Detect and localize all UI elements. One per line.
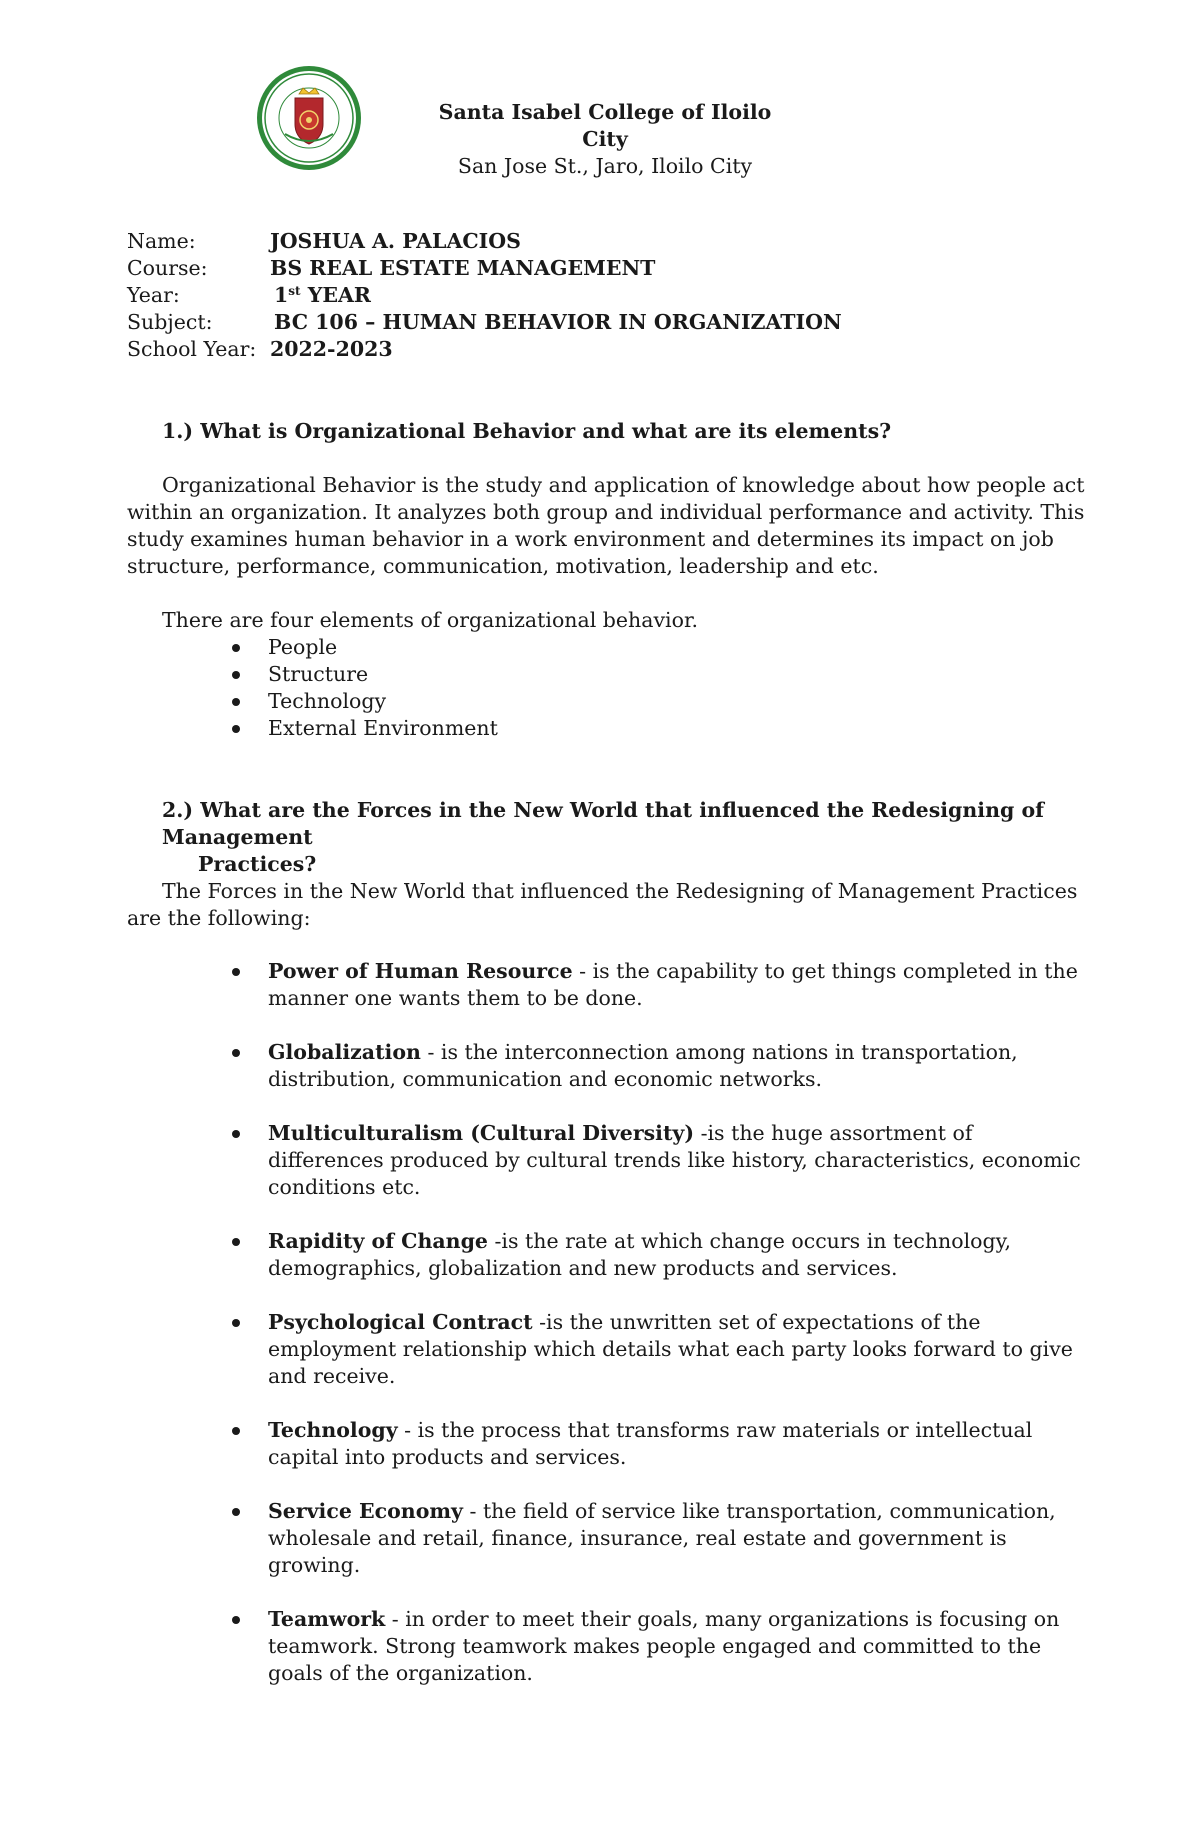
school-address: San Jose St., Jaro, Iloilo City [457, 154, 753, 178]
list-item [232, 1309, 1092, 1390]
force-term: Power of Human Resource [268, 959, 573, 983]
force-description: - in order to meet their goals, many organizations is focusing on teamwork. Strong teamwork makes people engaged and committed to the goals of the organization. [268, 1607, 1060, 1685]
force-description: - is the process that transforms raw materials or intellectual capital into products and services. [268, 1418, 1033, 1469]
force-description: - the field of service like transportation, communication, wholesale and retail, finance, insurance, real estate and government is growing. [268, 1499, 1056, 1577]
force-term: Globalization [268, 1040, 421, 1064]
force-term: Teamwork [268, 1607, 386, 1631]
student-info [127, 228, 842, 363]
year-value [270, 282, 371, 309]
question-2 [162, 797, 1092, 878]
force-term: Technology [268, 1418, 398, 1442]
info-row-course [127, 255, 842, 282]
list-item [232, 1228, 1092, 1282]
force-description: -is the unwritten set of expectations of the employment relationship which details what each party looks forward to give and receive. [268, 1310, 1073, 1388]
list-item: External Environment [232, 715, 498, 742]
forces-list [232, 958, 1092, 1714]
list-item: People [232, 634, 498, 661]
forces-intro: The Forces in the New World that influenced the Redesigning of Management Practices are the following: [127, 879, 1078, 930]
info-row-year [127, 282, 842, 309]
force-description: - is the interconnection among nations in transportation, distribution, communication and economic networks. [268, 1040, 1018, 1091]
list-item: Structure [232, 661, 498, 688]
school-name: Santa Isabel College of Iloilo City [438, 100, 772, 151]
force-term: Service Economy [268, 1499, 463, 1523]
name-value: JOSHUA A. PALACIOS [270, 229, 521, 253]
list-item [232, 1120, 1092, 1201]
school-year-label: School Year: [127, 337, 257, 361]
info-row-subject [127, 309, 842, 336]
force-description: - is the capability to get things completed in the manner one wants them to be done. [268, 959, 1078, 1010]
question-2-line-1: 2.) What are the Forces in the New World that influenced the Redesigning of Management [162, 798, 1044, 849]
course-label: Course: [127, 256, 208, 280]
force-term: Multiculturalism (Cultural Diversity) [268, 1121, 695, 1145]
answer-1-paragraph: Organizational Behavior is the study and application of knowledge about how people act within an organization. It analyzes both group and individual performance and activity. This study examines human behavior in a work environment and determines its impact on job structure, performance, communication, motivation, leadership and etc. [127, 473, 1085, 578]
info-row-name [127, 228, 842, 255]
school-header [435, 99, 775, 180]
subject-label: Subject: [127, 310, 213, 334]
name-label: Name: [127, 229, 196, 253]
year-number: 1 [274, 283, 289, 307]
year-ordinal: st [288, 284, 301, 298]
elements-intro: There are four elements of organizational behavior. [162, 608, 699, 632]
list-item [232, 958, 1092, 1012]
elements-list [232, 634, 498, 742]
year-label: Year: [127, 283, 180, 307]
info-row-school-year [127, 336, 842, 363]
force-description: -is the rate at which change occurs in technology, demographics, globalization and new products and services. [268, 1229, 1011, 1280]
list-item [232, 1498, 1092, 1579]
force-term: Psychological Contract [268, 1310, 533, 1334]
question-2-line-2: Practices? [198, 852, 317, 876]
year-word: YEAR [300, 283, 371, 307]
list-item [232, 1606, 1092, 1687]
question-1: 1.) What is Organizational Behavior and what are its elements? [162, 419, 892, 443]
force-description: -is the huge assortment of differences produced by cultural trends like history, characteristics, economic conditions etc. [268, 1121, 1081, 1199]
list-item [232, 1417, 1092, 1471]
force-term: Rapidity of Change [268, 1229, 488, 1253]
list-item [232, 1039, 1092, 1093]
college-seal-logo [255, 64, 363, 172]
course-value: BS REAL ESTATE MANAGEMENT [270, 256, 656, 280]
school-year-value: 2022-2023 [270, 337, 393, 361]
subject-value: BC 106 – HUMAN BEHAVIOR IN ORGANIZATION [274, 310, 842, 334]
list-item: Technology [232, 688, 498, 715]
